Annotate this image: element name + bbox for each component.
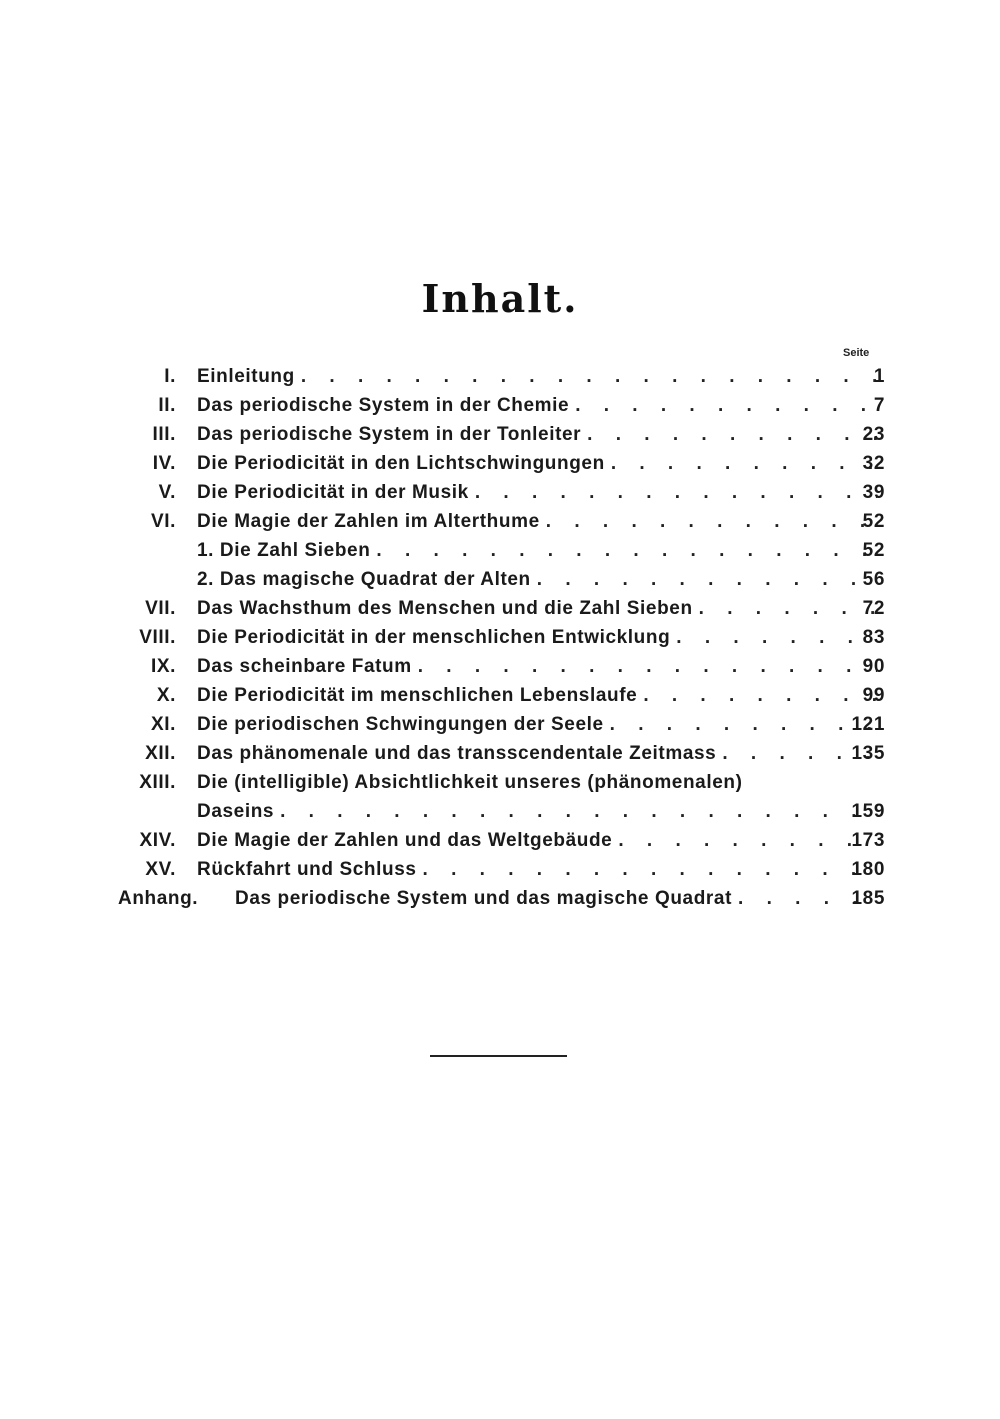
- chapter-number: XII.: [145, 743, 176, 764]
- page-number: 135: [851, 743, 885, 764]
- toc-entry: [0, 768, 1000, 797]
- appendix-label: Anhang.: [118, 888, 199, 909]
- chapter-number: I.: [164, 366, 176, 387]
- page-column-label: Seite: [843, 347, 870, 359]
- toc-entry: [0, 478, 1000, 507]
- chapter-title: Rückfahrt und Schluss: [197, 859, 417, 880]
- page-number: 32: [862, 453, 885, 474]
- chapter-number: II.: [158, 395, 176, 416]
- toc-entry: [0, 449, 1000, 478]
- chapter-title: Das periodische System in der Tonleiter: [197, 424, 582, 445]
- chapter-title: Das periodische System und das magische Quadrat: [235, 888, 733, 909]
- page-number: 56: [862, 569, 885, 590]
- page-number: 7: [873, 395, 885, 416]
- chapter-title: Das phänomenale und das transscendentale Zeitmass: [197, 743, 717, 764]
- chapter-title: Das scheinbare Fatum: [197, 656, 412, 677]
- toc-entry: [0, 710, 1000, 739]
- page-number: 121: [851, 714, 885, 735]
- section-title: 1. Die Zahl Sieben: [197, 540, 371, 561]
- chapter-title: Die (intelligible) Absichtlichkeit unseres (phänomenalen): [197, 772, 743, 793]
- toc-subentry: [0, 565, 1000, 594]
- closing-rule: [430, 1055, 567, 1057]
- chapter-number: XV.: [145, 859, 176, 880]
- toc-entry: [0, 681, 1000, 710]
- chapter-number: V.: [158, 482, 176, 503]
- chapter-number: VIII.: [139, 627, 176, 648]
- page-number: 180: [851, 859, 885, 880]
- page-number: 173: [851, 830, 885, 851]
- chapter-number: XI.: [150, 714, 176, 735]
- leader-dots: [475, 478, 877, 507]
- page-number: 72: [862, 598, 885, 619]
- chapter-number: XIII.: [139, 772, 176, 793]
- toc-entry-continuation: [0, 797, 1000, 826]
- page-number: 23: [862, 424, 885, 445]
- toc-entry: [0, 855, 1000, 884]
- chapter-title: Einleitung: [197, 366, 295, 387]
- chapter-number: IX.: [150, 656, 176, 677]
- page-number: 83: [862, 627, 885, 648]
- page-number: 99: [862, 685, 885, 706]
- chapter-title: Die Periodicität in der Musik: [197, 482, 469, 503]
- page-number: 90: [862, 656, 885, 677]
- chapter-title: Daseins: [197, 801, 275, 822]
- chapter-number: XIV.: [139, 830, 176, 851]
- toc-entry: [0, 652, 1000, 681]
- leader-dots: [280, 797, 877, 826]
- toc-entry: [0, 623, 1000, 652]
- toc-entry: [0, 739, 1000, 768]
- page-number: 159: [851, 801, 885, 822]
- section-title: 2. Das magische Quadrat der Alten: [197, 569, 531, 590]
- chapter-title: Die Periodicität in den Lichtschwingungen: [197, 453, 605, 474]
- leader-dots: [418, 652, 877, 681]
- chapter-number: III.: [152, 424, 176, 445]
- table-of-contents: [0, 362, 1000, 913]
- page-number: 1: [873, 366, 885, 387]
- chapter-title: Die Magie der Zahlen und das Weltgebäude: [197, 830, 613, 851]
- chapter-title: Die Magie der Zahlen im Alterthume: [197, 511, 540, 532]
- chapter-number: VI.: [150, 511, 176, 532]
- page-number: 52: [862, 540, 885, 561]
- leader-dots: [376, 536, 877, 565]
- chapter-number: VII.: [145, 598, 176, 619]
- page-number: 52: [862, 511, 885, 532]
- chapter-number: IV.: [152, 453, 176, 474]
- leader-dots: [301, 362, 877, 391]
- chapter-title: Die Periodicität in der menschlichen Entwicklung: [197, 627, 671, 648]
- leader-dots: [423, 855, 877, 884]
- page-number: 39: [862, 482, 885, 503]
- page-title: Inhalt.: [421, 276, 579, 321]
- toc-entry-appendix: [0, 884, 1000, 913]
- toc-entry: [0, 507, 1000, 536]
- chapter-title: Das periodische System in der Chemie: [197, 395, 570, 416]
- chapter-title: Die periodischen Schwingungen der Seele: [197, 714, 604, 735]
- toc-entry: [0, 362, 1000, 391]
- toc-entry: [0, 391, 1000, 420]
- toc-entry: [0, 420, 1000, 449]
- chapter-number: X.: [156, 685, 176, 706]
- chapter-title: Das Wachsthum des Menschen und die Zahl Sieben: [197, 598, 693, 619]
- chapter-title: Die Periodicität im menschlichen Lebenslaufe: [197, 685, 638, 706]
- toc-subentry: [0, 536, 1000, 565]
- toc-entry: [0, 826, 1000, 855]
- toc-entry: [0, 594, 1000, 623]
- page-number: 185: [851, 888, 885, 909]
